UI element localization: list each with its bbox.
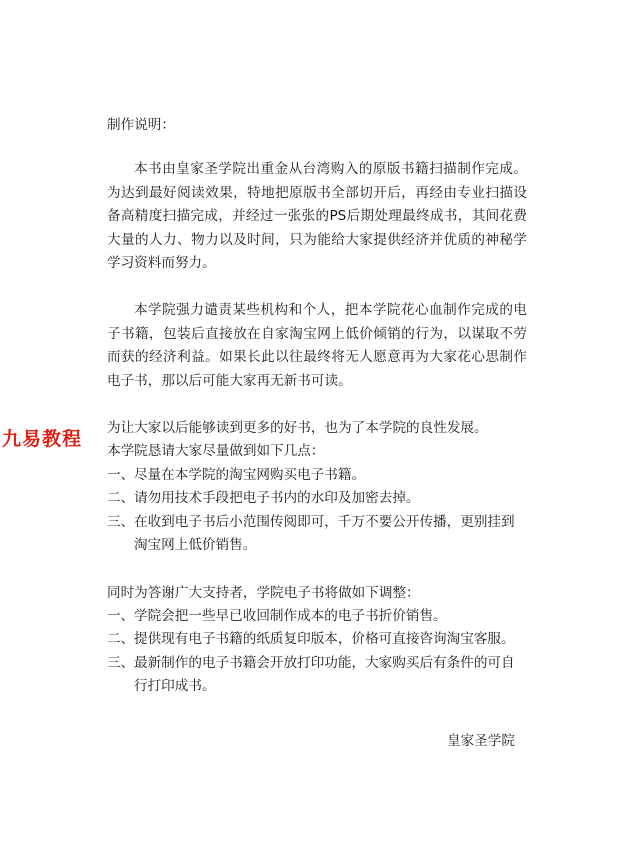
- list-item-number: 二、: [107, 490, 135, 507]
- paragraph-condemnation: 本学院强力谴责某些机构和个人，把本学院花心血制作完成的电子书籍，包装后直接放在自家淘宝网上低价倾销的行为，以谋取不劳而获的经济利益。如果长此以往最终将无人愿意再为大家花心思制作电子书，那以后可能大家再无新书可读。: [107, 302, 527, 389]
- signature: 皇家圣学院: [447, 733, 515, 749]
- request-section: [107, 417, 527, 557]
- list-item-text: 学院会把一些早已收回制作成本的电子书折价销售。: [134, 607, 447, 624]
- request-list: [107, 464, 527, 558]
- adjustment-intro: 同时为答谢广大支持者，学院电子书将做如下调整：: [107, 584, 420, 601]
- request-intro-line-2: 本学院恳请大家尽量做到如下几点：: [107, 443, 325, 460]
- list-item: [107, 511, 527, 558]
- list-item-number: 三、: [107, 654, 135, 671]
- list-item-text: 请勿用技术手段把电子书内的水印及加密去掉。: [134, 490, 420, 507]
- list-item-text: 最新制作的电子书籍会开放打印功能，大家购买后有条件的可自行打印成书。: [134, 654, 515, 695]
- list-item: [107, 487, 527, 510]
- document-body: [107, 114, 527, 699]
- list-item: [107, 628, 527, 651]
- list-item-text: 尽量在本学院的淘宝网购买电子书籍。: [134, 466, 366, 483]
- list-item: [107, 652, 527, 699]
- list-item-number: 一、: [107, 607, 135, 624]
- paragraph-intro: 本书由皇家圣学院出重金从台湾购入的原版书籍扫描制作完成。为达到最好阅读效果，特地把原版书全部切开后，再经由专业扫描设备高精度扫描完成，并经过一张张的PS后期处理最终成书，其间花费大量的人力、物力以及时间，只为能给大家提供经济并优质的神秘学学习资料而努力。: [107, 161, 527, 272]
- adjustment-list: [107, 605, 527, 699]
- list-item-text: 在收到电子书后小范围传阅即可，千万不要公开传播，更别挂到淘宝网上低价销售。: [134, 513, 515, 554]
- document-heading: 制作说明：: [107, 117, 175, 133]
- watermark-logo-text: 九易教程: [2, 428, 83, 450]
- list-item: [107, 605, 527, 628]
- list-item-number: 一、: [107, 466, 135, 483]
- list-item-text: 提供现有电子书籍的纸质复印版本，价格可直接咨询淘宝客服。: [134, 631, 515, 648]
- list-item-number: 三、: [107, 513, 135, 530]
- list-item: [107, 464, 527, 487]
- request-intro-line-1: 为让大家以后能够读到更多的好书，也为了本学院的良性发展。: [107, 420, 488, 437]
- adjustment-section: [107, 582, 527, 699]
- list-item-number: 二、: [107, 631, 135, 648]
